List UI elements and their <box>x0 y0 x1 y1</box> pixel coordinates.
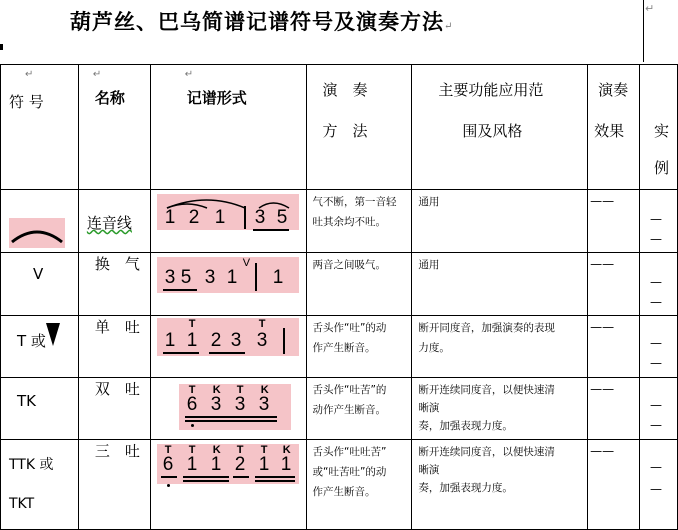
table-row <box>1 190 678 253</box>
header-method: 演 奏 方 法 <box>306 65 412 190</box>
form-cell: 1 2 1 3 5 <box>150 190 306 253</box>
name-cell: 双 吐 <box>78 378 150 440</box>
form-cell: T K T K 6 3 3 3 <box>150 378 306 440</box>
page-title: 葫芦丝、巴乌简谱记谱符号及演奏方法↵ <box>70 9 454 34</box>
header-symbol: 符 号 ↵ <box>1 65 79 190</box>
symbol-cell: TTK 或 TKT <box>1 440 79 530</box>
function-cell: 断开连续同度音，以便快速清 晰演 奏，加强表现力度。 <box>412 378 588 440</box>
effect-cell: —— <box>588 316 640 378</box>
function-cell: 通用 <box>412 253 588 316</box>
method-cell: 两音之间吸气。 <box>306 253 412 316</box>
name-cell: 单 吐 <box>78 316 150 378</box>
form-cell: 3 5 3 1 V 1 <box>150 253 306 316</box>
effect-cell: —— <box>588 253 640 316</box>
effect-cell: —— <box>588 190 640 253</box>
header-form: 记谱形式 ↵ <box>150 65 306 190</box>
margin-marker <box>0 44 3 50</box>
name-cell: 连音线 <box>78 190 150 253</box>
method-cell: 舌头作“吐”的动 作产生断音。 <box>306 316 412 378</box>
method-cell: 舌头作“吐苦”的 动作产生断音。 <box>306 378 412 440</box>
table-row <box>1 316 678 378</box>
table-row <box>1 378 678 440</box>
name-cell: 换 气 <box>78 253 150 316</box>
notation-table <box>0 64 678 530</box>
form-cell: T T 1 1 2 3 3 <box>150 316 306 378</box>
method-cell: 舌头作“吐吐苦” 或“吐苦吐”的动 作产生断音。 <box>306 440 412 530</box>
header-effect: 演奏 效果 <box>588 65 640 190</box>
symbol-cell <box>1 190 79 253</box>
example-cell: — — <box>640 378 678 440</box>
example-cell: — — <box>640 190 678 253</box>
method-cell: 气不断，第一音轻 吐其余均不吐。 <box>306 190 412 253</box>
example-cell: — — <box>640 440 678 530</box>
table-row <box>1 440 678 530</box>
symbol-cell: V <box>1 253 79 316</box>
table-move-handle[interactable]: ↵ <box>645 2 655 15</box>
effect-cell: —— <box>588 440 640 530</box>
name-cell: 三 吐 <box>78 440 150 530</box>
staccato-wedge-icon <box>45 322 61 348</box>
symbol-cell: TK <box>1 378 79 440</box>
function-cell: 通用 <box>412 190 588 253</box>
table-row <box>1 253 678 316</box>
header-name: 名称 ↵ <box>78 65 150 190</box>
effect-cell: —— <box>588 378 640 440</box>
header-function: 主要功能应用范 围及风格 <box>412 65 588 190</box>
slur-symbol <box>9 220 65 246</box>
header-row <box>1 65 678 190</box>
title-bar <box>0 0 644 62</box>
header-example: 实 例 <box>640 65 678 190</box>
form-cell: T T K T T K 6 1 1 2 1 1 <box>150 440 306 530</box>
symbol-cell: T 或 <box>1 316 79 378</box>
example-cell: — — <box>640 316 678 378</box>
function-cell: 断开连续同度音，以便快速清 晰演 奏，加强表现力度。 <box>412 440 588 530</box>
function-cell: 断开同度音，加强演奏的表现 力度。 <box>412 316 588 378</box>
example-cell: — — <box>640 253 678 316</box>
